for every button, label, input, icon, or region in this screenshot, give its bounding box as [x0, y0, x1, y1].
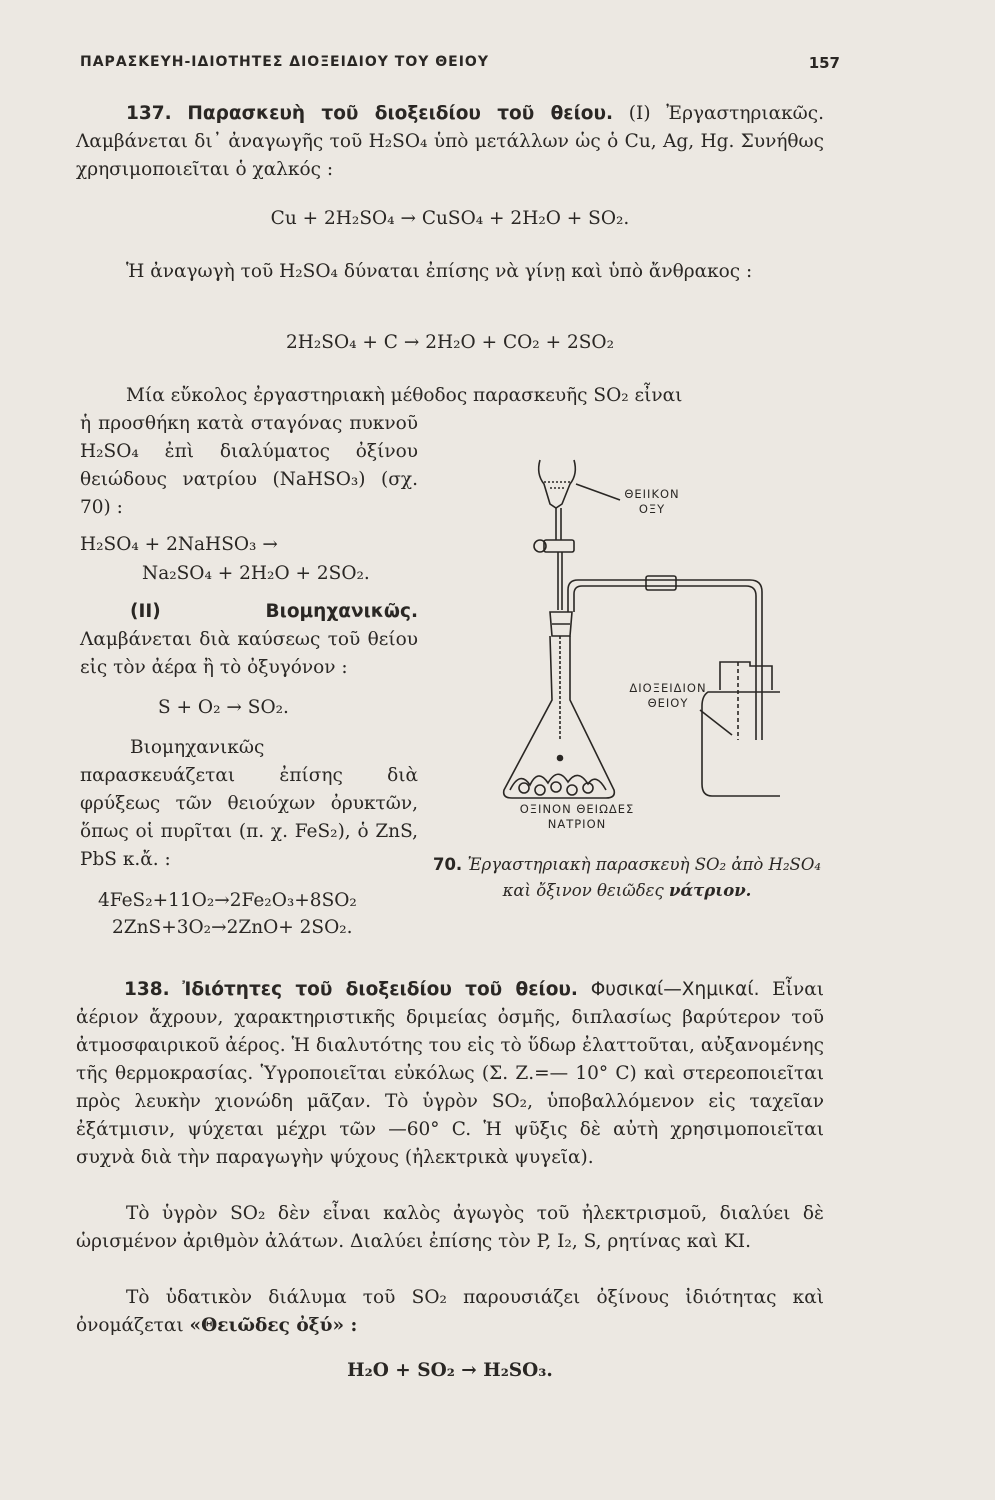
section-138-paragraph-1	[76, 976, 824, 1172]
figure-caption-bold: νάτριον.	[669, 881, 752, 900]
equation-3-line-1: H₂SO₄ + 2NaHSO₃ →	[80, 534, 278, 555]
section-138-sub-label: Φυσικαί—Χημικαί.	[590, 979, 760, 1000]
equation-5: 4FeS₂+11O₂→2Fe₂O₃+8SO₂	[98, 890, 357, 911]
section-138-paragraph-2: Τὸ ὑγρὸν SO₂ δὲν εἶναι καλὸς ἀγωγὸς τοῦ ἠλεκτρισμοῦ, διαλύει δὲ ὡρισμένον ἀριθμὸν ἀλάτων. Διαλύει ἐπίσης τὸν P, I₂, S, ρητίνας καὶ KI.	[76, 1203, 824, 1252]
section-137-paragraph-4: Βιομηχανικῶς παρασκευάζεται ἐπίσης διὰ φρύξεως τῶν θειούχων ὀρυκτῶν, ὅπως οἱ πυρῖται (π. χ. FeS₂), ὁ ZnS, PbS κ.ἄ. :	[80, 737, 418, 870]
section-138-text-3: Τὸ ὑδατικὸν διάλυμα τοῦ SO₂ παρουσιάζει ὀξίνους ἰδιότητας καὶ ὀνομάζεται	[76, 1287, 824, 1336]
section-138-number: 138.	[124, 979, 170, 1000]
thiodes-acid-term: «Θειῶδες ὀξύ» :	[189, 1315, 358, 1336]
running-title: ΠΑΡΑΣΚΕΥΗ-ΙΔΙΟΤΗΤΕΣ ΔΙΟΞΕΙΔΙΟΥ ΤΟΥ ΘΕΙΟΥ	[80, 54, 489, 70]
figure-label-sulfur-dioxide: ΔΙΟΞΕΙΔΙΟΝ ΘΕΙΟΥ	[629, 681, 707, 710]
equation-6: 2ZnS+3O₂→2ZnO+ 2SO₂.	[112, 917, 353, 938]
section-137-sub1-label: (I) Ἐργαστηριακῶς.	[628, 103, 824, 124]
page-number: 157	[808, 54, 840, 72]
section-137-number: 137.	[126, 103, 172, 124]
figure-caption	[432, 852, 822, 904]
section-138-title: Ἰδιότητες τοῦ διοξειδίου τοῦ θείου.	[182, 979, 578, 1000]
section-137-sub2-text: Λαμβάνεται διὰ καύσεως τοῦ θείου εἰς τὸν ἀέρα ἢ τὸ ὀξυγόνον :	[80, 629, 418, 678]
figure-caption-number: 70.	[432, 855, 463, 874]
section-137-paragraph-3-cont: ἡ προσθήκη κατὰ σταγόνας πυκνοῦ H₂SO₄ ἐπὶ διαλύματος ὀξίνου θειώδους νατρίου (NaHSO₃) (σχ. 70) :	[80, 413, 418, 518]
section-137-paragraph-3: Μία εὔκολος ἐργαστηριακὴ μέθοδος παρασκευῆς SO₂ εἶναι	[126, 385, 683, 406]
figure-caption-text: Ἐργαστηριακὴ παρασκευὴ SO₂ ἀπὸ H₂SO₄ καὶ ὄξινον θειῶδες	[467, 855, 822, 900]
equation-7: H₂O + SO₂ → H₂SO₃.	[347, 1360, 553, 1381]
section-137-paragraph-2: Ἡ ἀναγωγὴ τοῦ H₂SO₄ δύναται ἐπίσης νὰ γίνῃ καὶ ὑπὸ ἄνθρακος :	[126, 261, 753, 282]
running-head	[80, 54, 840, 70]
equation-4: S + O₂ → SO₂.	[158, 697, 289, 718]
figure-label-sulfuric-acid: ΘΕΙΙΚΟΝ ΟΞΥ	[624, 487, 680, 516]
equation-3-line-2: Na₂SO₄ + 2H₂O + 2SO₂.	[142, 563, 370, 584]
figure-label-sodium-bisulfite: ΟΞΙΝΟΝ ΘΕΙΩΔΕΣ ΝΑΤΡΙΟΝ	[519, 802, 635, 831]
equation-2: 2H₂SO₄ + C → 2H₂O + CO₂ + 2SO₂	[285, 332, 615, 353]
section-137-industrial	[80, 598, 418, 682]
section-137-title: Παρασκευὴ τοῦ διοξειδίου τοῦ θείου.	[187, 103, 614, 124]
section-137-sub1-text: Λαμβάνεται δι᾿ ἀναγωγῆς τοῦ H₂SO₄ ὑπὸ μετάλλων ὡς ὁ Cu, Ag, Hg. Συνήθως χρησιμοποιεῖται ὁ χαλκός :	[76, 131, 824, 180]
section-137-sub2-label: (II) Βιομηχανικῶς.	[130, 601, 418, 622]
section-138-paragraph-3	[76, 1284, 824, 1340]
section-138-text-1: Εἶναι ἀέριον ἄχρουν, χαρακτηριστικῆς δριμείας ὀσμῆς, διπλασίως βαρύτερον τοῦ ἀτμοσφαιρικοῦ ἀέρος. Ἡ διαλυτότης του εἰς τὸ ὕδωρ ἐλαττοῦται, αὐξανομένης τῆς θερμοκρασίας. Ὑγροποιεῖται εὐκόλως (Σ. Ζ.=— 10° C) καὶ στερεοποιεῖται πρὸς λευκὴν χιονώδη μᾶζαν. Τὸ ὑγρὸν SO₂, ὑποβαλλόμενον εἰς ταχεῖαν ἐξάτμισιν, ψύχεται μέχρι τῶν —60° C. Ἡ ψῦξις δὲ αὐτὴ χρησιμοποιεῖται συχνὰ διὰ τὴν παραγωγὴν ψύχους (ἠλεκτρικὰ ψυγεῖα).	[76, 979, 825, 1168]
equation-1: Cu + 2H₂SO₄ → CuSO₄ + 2H₂O + SO₂.	[270, 208, 630, 229]
section-137-intro	[76, 100, 824, 184]
